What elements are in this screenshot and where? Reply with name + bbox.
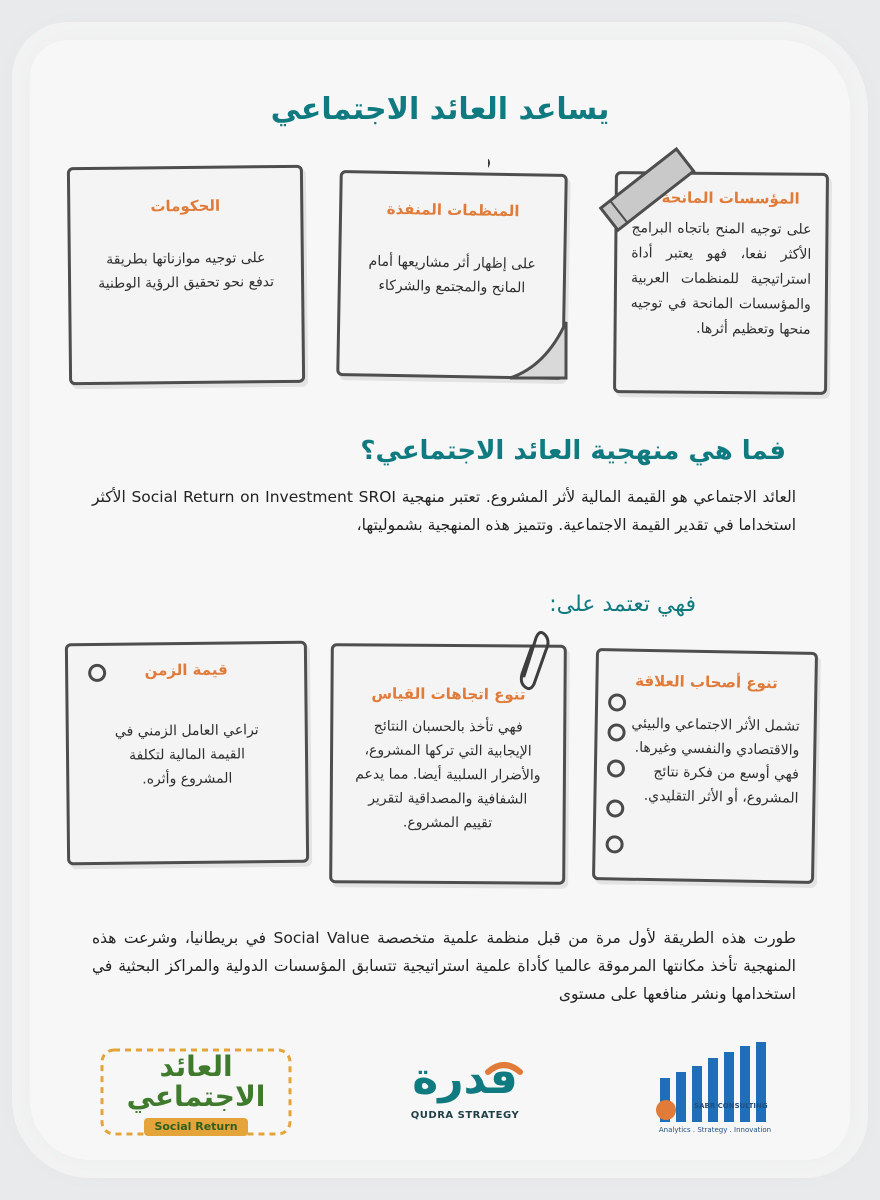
card-text: فهي تأخذ بالحسبان النتائج الإيجابية التي تركها المشروع، والأضرار السلبية أيضا. مما يدعم الشفافية والمصداقية لتقرير تقييم المشروع.: [355, 718, 541, 832]
tape-icon: [592, 146, 702, 236]
folded-corner-icon: [506, 318, 570, 384]
card-time-value: [65, 641, 309, 866]
ring-icon: [606, 799, 624, 817]
ring-icon: [608, 693, 626, 711]
card-title: قيمة الزمن: [144, 660, 228, 680]
card-text: تشمل الأثر الاجتماعي والبيئي والاقتصادي والنفسي وغيرها. فهي أوسع من فكرة نتائج المشروع، أو الأثر التقليدي.: [631, 715, 800, 807]
section-title-methodology: فما هي منهجية العائد الاجتماعي؟: [360, 436, 786, 466]
paperclip-icon: [512, 630, 552, 692]
card-text: على إظهار أثر مشاريعها أمام المانح والمجتمع والشركاء: [368, 253, 536, 297]
methodology-paragraph: العائد الاجتماعي هو القيمة المالية لأثر المشروع. تعتبر منهجية Social Return on Investment SROI الأكثر استخداما في تقدير القيمة الاجتماعية. وتتميز هذه المنهجية بشموليتها،: [92, 488, 796, 534]
orange-accent-icon: [484, 1058, 524, 1078]
ring-icon: [605, 835, 623, 853]
page-title: يساعد العائد الاجتماعي: [270, 92, 610, 127]
card-title: تنوع اتجاهات القياس: [371, 684, 526, 704]
bar-chart-icon: [640, 1042, 780, 1122]
closing-paragraph: طورت هذه الطريقة لأول مرة من قبل منظمة علمية متخصصة Social Value في بريطانيا، وشرعت هذه المنهجية تأخذ مكانتها المرموقة عالميا كأداة علمية استراتيجية تتسابق المؤسسات الدولية والمراكز البحثية في استخدامها ونشر منافعها على مستوى: [92, 929, 797, 1003]
card-governments: [67, 165, 305, 385]
card-text: على توجيه موازناتها بطريقة تدفع نحو تحقيق الرؤية الوطنية: [98, 250, 275, 292]
card-title: تنوع أصحاب العلاقة: [635, 671, 778, 693]
card-title: الحكومات: [150, 196, 221, 216]
qudra-logo: قدرة QUDRA STRATEGY: [390, 1052, 540, 1121]
card-text: على توجيه المنح باتجاه البرامج الأكثر نفعا، فهو يعتبر أداة استراتيجية للمنظمات العربية والمؤسسات المانحة في توجيه منحها وتعظيم أثرها.: [630, 220, 812, 338]
card-text: تراعي العامل الزمني في القيمة المالية لتكلفة المشروع وأثره.: [114, 722, 259, 788]
ring-icon: [88, 664, 106, 682]
section-title-relies-on: فهي تعتمد على:: [549, 592, 696, 617]
card-title: المؤسسات المانحة: [661, 188, 800, 208]
card-title: المنظمات المنفذة: [386, 199, 520, 221]
card-stakeholders: [592, 648, 818, 884]
